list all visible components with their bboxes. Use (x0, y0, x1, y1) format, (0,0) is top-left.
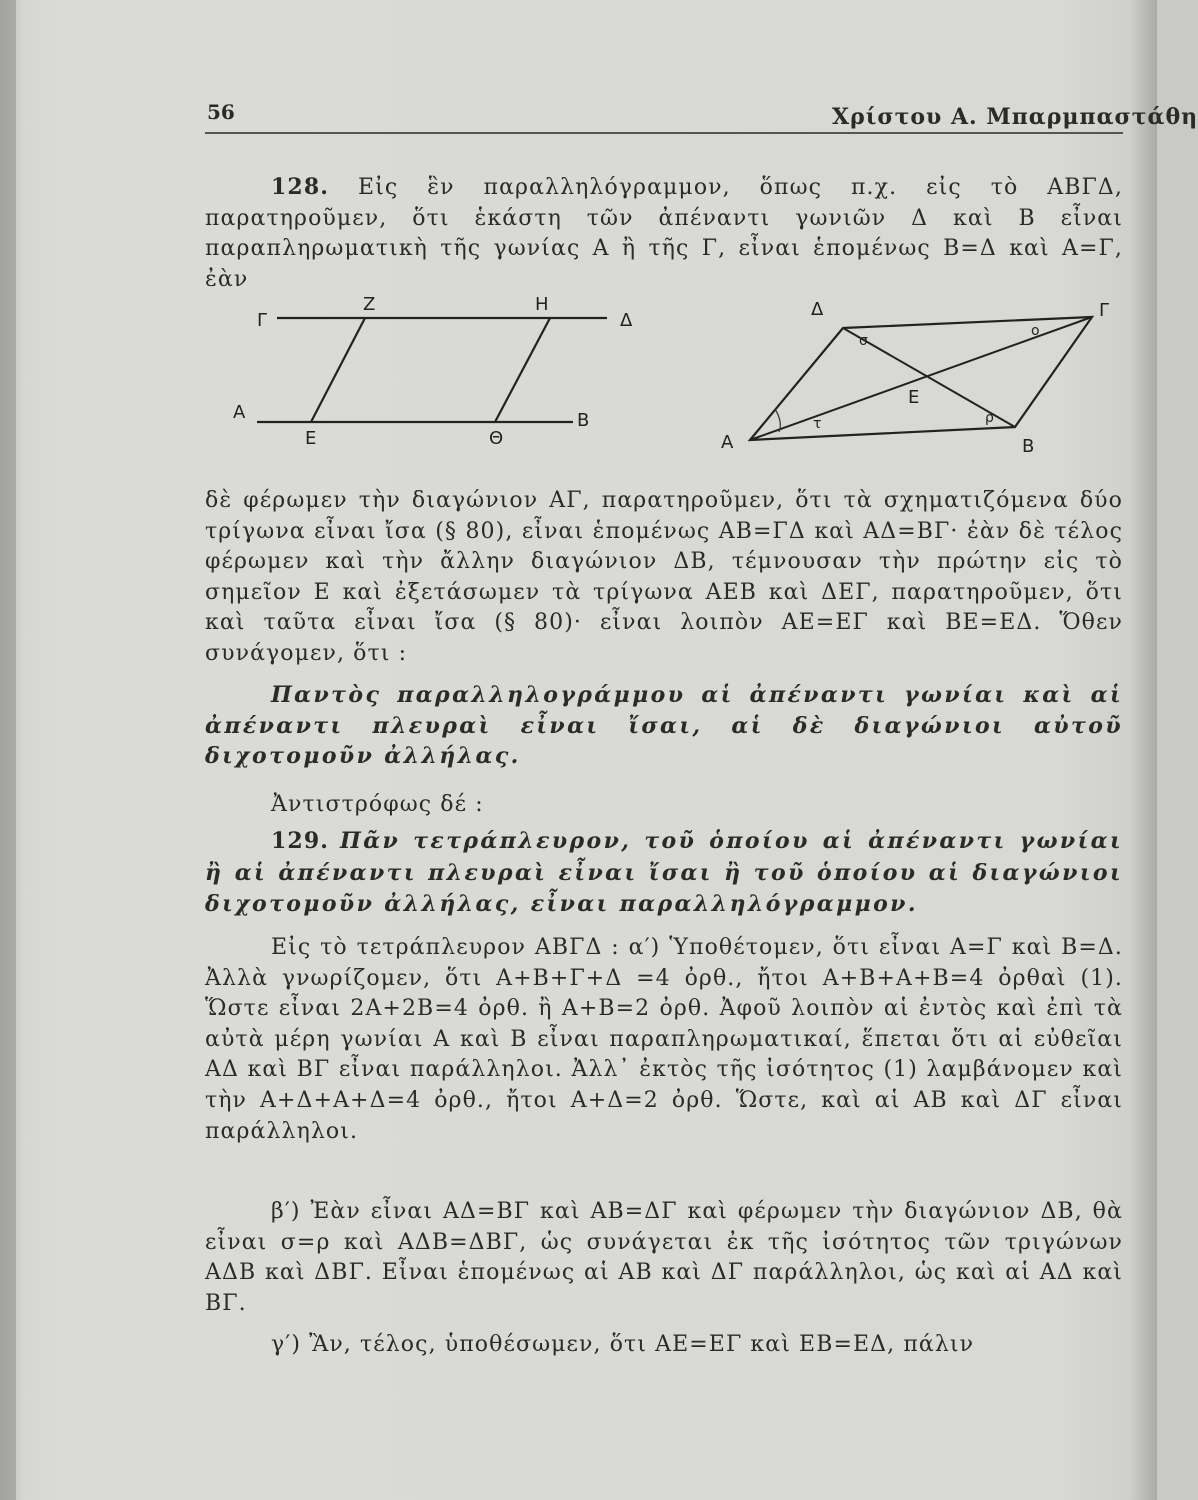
label-H: H (535, 294, 549, 315)
proof-part-a: Εἰς τὸ τετράπλευρον ΑΒΓΔ : α′) Ὑποθέτομεν, ὅτι εἶναι Α=Γ καὶ Β=Δ. Ἀλλὰ γνωρίζομεν, ὅτι Α+Β+Γ+Δ =4 ὀρθ., ἤτοι Α+Β+Α+Β=4 ὀρθαὶ (1). Ὥστε εἶναι 2Α+2Β=4 ὀρθ. ἢ Α+Β=2 ὀρθ. Ἀφοῦ λοιπὸν αἱ ἐντὸς καὶ ἐπὶ τὰ αὐτὰ μέρη γωνίαι Α καὶ Β εἶναι παραπληρωματικαί, ἕπεται ὅτι αἱ εὐθεῖαι ΑΔ καὶ ΒΓ εἶναι παράλληλοι. Ἀλλ᾽ ἐκτὸς τῆς ἰσότητος (1) λαμβάνομεν καὶ τὴν Α+Δ+Α+Δ=4 ὀρθ., ἤτοι Α+Δ=2 ὀρθ. Ὥστε, καὶ αἱ ΑΒ καὶ ΔΓ εἶναι παράλληλοι. (205, 935, 1123, 1144)
page-binding-edge (0, 0, 16, 1500)
label-Th: Θ (489, 428, 504, 449)
angle-label-rho: ρ (985, 410, 994, 426)
segment-ZE (311, 318, 365, 422)
label-D: Δ (620, 310, 633, 331)
segment-HTh (495, 318, 550, 422)
label-G: Γ (1099, 300, 1110, 321)
angle-arc-A (775, 409, 780, 432)
theorem-parallelogram-properties: Παντὸς παραλληλογράμμου αἱ ἀπέναντι γωνίαι καὶ αἱ ἀπέναντι πλευραὶ εἶναι ἴσαι, αἱ δὲ διαγώνιοι αὐτοῦ διχοτομοῦν ἀλλήλας. (205, 682, 1123, 770)
label-A: A (233, 402, 246, 423)
label-E: E (908, 387, 920, 408)
label-B: B (577, 410, 590, 431)
label-E: E (305, 428, 317, 449)
section-number: 129. (271, 828, 329, 854)
label-G: Γ (257, 310, 268, 331)
section-text: Εἰς ἓν παραλληλόγραμμον, ὅπως π.χ. εἰς τὸ ΑΒΓΔ, παρατηροῦμεν, ὅτι ἑκάστη τῶν ἀπέναντι γωνιῶν Δ καὶ Β εἶναι παραπληρωματικὴ τῆς γωνίας Α ἢ τῆς Γ, εἶναι ἑπομένως Β=Δ καὶ Α=Γ, ἐὰν (205, 175, 1123, 292)
label-B: B (1022, 436, 1035, 457)
section-128-paragraph (205, 172, 1123, 292)
page-number: 56 (207, 100, 235, 124)
section-number: 128. (271, 174, 329, 200)
theorem-converse: Πᾶν τετράπλευρον, τοῦ ὁποίου αἱ ἀπέναντι γωνίαι ἢ αἱ ἀπέναντι πλευραὶ εἶναι ἴσαι ἢ τοῦ ὁποίου αἱ διαγώνιοι διχοτομοῦν ἀλλήλας, εἶναι παραλληλόγραμμον. (205, 828, 1124, 918)
label-D: Δ (811, 299, 824, 320)
section-129-paragraph (205, 826, 1123, 922)
angle-label-tau: τ (813, 416, 822, 432)
converse-heading: Ἀντιστρόφως δέ : (271, 792, 484, 817)
label-A: A (721, 432, 734, 453)
running-header-author: Χρίστου Α. Μπαρμπαστάθη (832, 104, 1198, 130)
proof-part-b: β′) Ἐὰν εἶναι ΑΔ=ΒΓ καὶ ΑΒ=ΔΓ καὶ φέρωμεν τὴν διαγώνιον ΔΒ, θὰ εἶναι σ=ρ καὶ ΑΔΒ=ΔΒΓ, ὡς συνάγεται ἐκ τῆς ἰσότητος τῶν τριγώνων ΑΔΒ καὶ ΔΒΓ. Εἶναι ἑπομένως αἱ ΑΒ καὶ ΔΓ παράλληλοι, ὡς καὶ αἱ ΑΔ καὶ ΒΓ. (205, 1199, 1123, 1316)
proof-part-c: γ′) Ἂν, τέλος, ὑποθέσωμεν, ὅτι ΑΕ=ΕΓ καὶ ΕΒ=ΕΔ, πάλιν (271, 1332, 975, 1357)
angle-label-omicron: ο (1031, 323, 1040, 339)
label-Z: Z (363, 294, 376, 315)
angle-label-sigma: σ (859, 333, 868, 349)
figure-parallelogram-diagonals (715, 290, 1125, 465)
header-rule (205, 132, 1123, 134)
figure-parallel-lines (225, 290, 655, 465)
diagonals-paragraph: δὲ φέρωμεν τὴν διαγώνιον ΑΓ, παρατηροῦμεν, ὅτι τὰ σχηματιζόμενα δύο τρίγωνα εἶναι ἴσα (§ 80), εἶναι ἑπομένως ΑΒ=ΓΔ καὶ ΑΔ=ΒΓ· ἐὰν δὲ τέλος φέρωμεν καὶ τὴν ἄλλην διαγώνιον ΔΒ, τέμνουσαν τὴν πρώτην εἰς τὸ σημεῖον Ε καὶ ἐξετάσωμεν τὰ τρίγωνα ΑΕΒ καὶ ΔΕΓ, παρατηροῦμεν, ὅτι καὶ ταῦτα εἶναι ἴσα (§ 80)· εἶναι λοιπὸν ΑΕ=ΕΓ καὶ ΒΕ=ΕΔ. Ὅθεν συνάγομεν, ὅτι : (205, 488, 1123, 666)
